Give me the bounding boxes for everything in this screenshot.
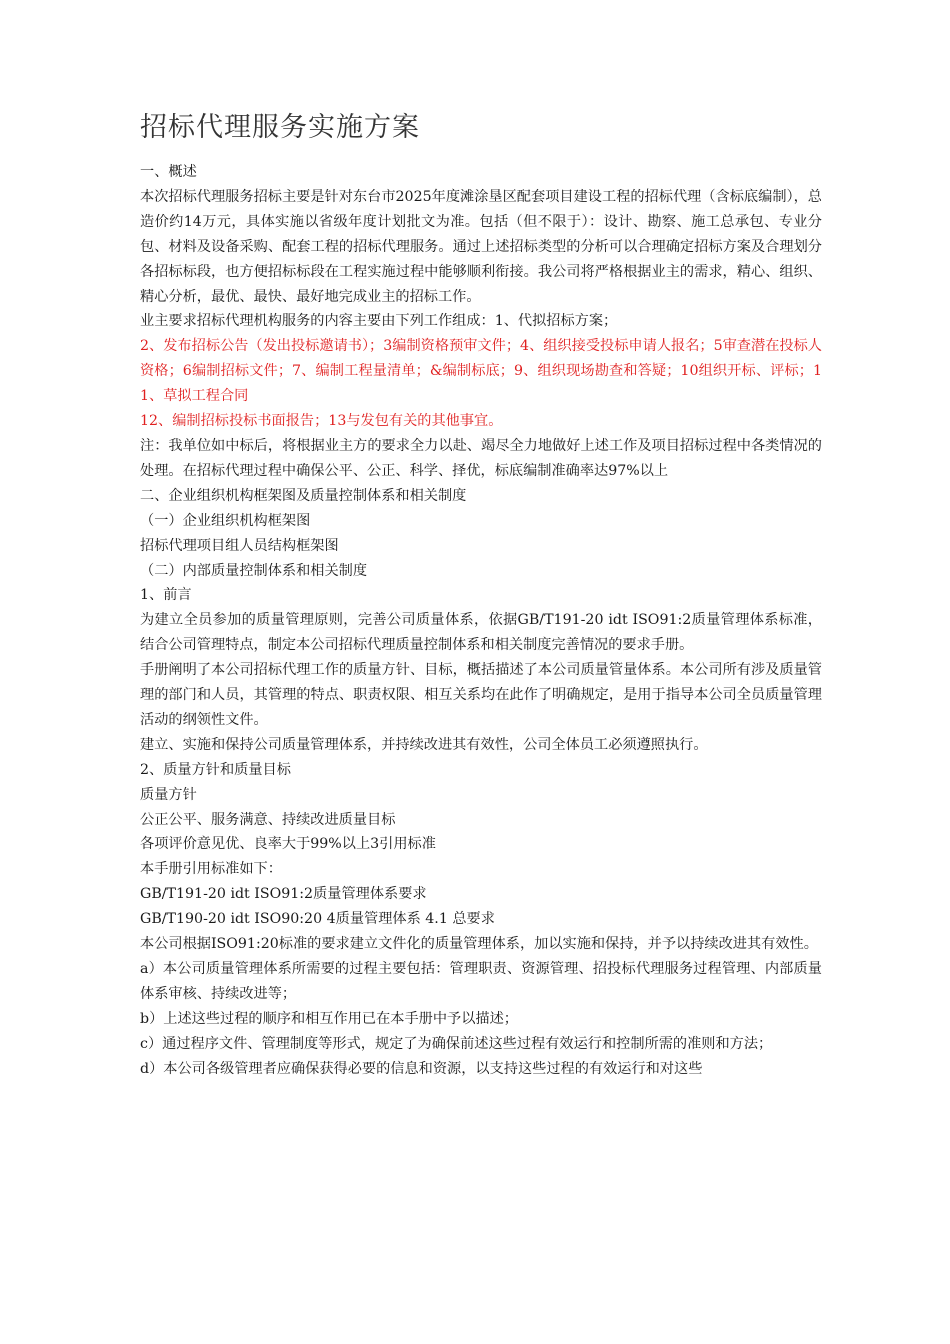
document-body	[140, 160, 822, 1082]
service-items-highlight-continued: 12、编制招标投标书面报告；13与发包有关的其他事宜。	[140, 413, 503, 430]
list-item-a: a）本公司质量管理体系所需要的过程主要包括：管理职责、资源管理、招投标代理服务过程管理、内部质量体系审核、持续改进等；	[140, 961, 822, 1002]
manual-description-paragraph: 手册阐明了本公司招标代理工作的质量方针、目标，概括描述了本公司质量管量体系。本公司所有涉及质量管理的部门和人员，其管理的特点、职责权限、相互关系均在此作了明确规定，是用于指导本公司全员质量管理活动的纲领性文件。	[140, 662, 822, 728]
document-title: 招标代理服务实施方案	[140, 112, 420, 143]
overview-paragraph: 本次招标代理服务招标主要是针对东台市2025年度滩涂垦区配套项目建设工程的招标代理（含标底编制），总造价约14万元，具体实施以省级年度计划批文为准。包括（但不限于）：设计、勘察、施工总承包、专业分包、材料及设备采购、配套工程的招标代理服务。通过上述招标类型的分析可以合理确定招标方案及合理划分各招标标段，也方便招标标段在工程实施过程中能够顺利衔接。我公司将严格根据业主的需求，精心、组织、精心分析，最优、最快、最好地完成业主的招标工作。	[140, 188, 822, 305]
qms-paragraph: 本公司根据ISO91:20标准的要求建立文件化的质量管理体系，加以实施和保持，并予以持续改进其有效性。	[140, 936, 818, 953]
section-heading-overview: 一、概述	[140, 164, 197, 180]
reference-standard-item: GB/T190-20 idt ISO90:20 4质量管理体系 4.1 总要求	[140, 911, 495, 928]
service-items-highlight: 2、发布招标公告（发出投标邀请书）；3编制资格预审文件；4、组织接受投标申请人报名；5审查潜在投标人资格；6编制招标文件；7、编制工程量清单；&编制标底；9、组织现场勘查和答疑；10组织开标、评标；11、草拟工程合同	[140, 338, 822, 405]
preface-paragraph: 为建立全员参加的质量管理原则，完善公司质量体系，依据GB/T191-20 idt ISO91:2质量管理体系标准，结合公司管理特点，制定本公司招标代理质量控制体系和相关制度完善情况的要求手册。	[140, 612, 822, 654]
section-heading-organization: 二、企业组织机构框架图及质量控制体系和相关制度	[140, 487, 467, 504]
reference-standards-intro: 本手册引用标准如下：	[140, 861, 282, 878]
quality-objective-text: 各项评价意见优、良率大于99%以上3引用标准	[140, 836, 436, 853]
heading-quality-policy: 质量方针	[140, 786, 197, 803]
list-item-c: c）通过程序文件、管理制度等形式，规定了为确保前述这些过程有效运行和控制所需的准则和方法；	[140, 1035, 773, 1052]
heading-preface: 1、前言	[140, 587, 192, 604]
list-item-b: b）上述这些过程的顺序和相互作用已在本手册中予以描述；	[140, 1010, 518, 1027]
note-paragraph: 注：我单位如中标后，将根据业主方的要求全力以赴、竭尽全力地做好上述工作及项目招标过程中各类情况的处理。在招标代理过程中确保公平、公正、科学、择优，标底编制准确率达97%以上	[140, 437, 822, 479]
document-page	[140, 100, 822, 1082]
org-chart-caption: 招标代理项目组人员结构框架图	[140, 537, 339, 554]
subsection-heading-quality-control: （二）内部质量控制体系和相关制度	[140, 562, 368, 579]
subsection-heading-org-chart: （一）企业组织机构框架图	[140, 512, 311, 529]
service-content-paragraph: 业主要求招标代理机构服务的内容主要由下列工作组成：1、代拟招标方案；	[140, 313, 618, 330]
implementation-paragraph: 建立、实施和保持公司质量管理体系，并持续改进其有效性，公司全体员工必须遵照执行。	[140, 736, 708, 753]
reference-standard-item: GB/T191-20 idt ISO91:2质量管理体系要求	[140, 886, 427, 903]
list-item-d: d）本公司各级管理者应确保获得必要的信息和资源，以支持这些过程的有效运行和对这些	[140, 1060, 703, 1077]
heading-quality-policy-objectives: 2、质量方针和质量目标	[140, 761, 291, 778]
quality-policy-text: 公正公平、服务满意、持续改进质量目标	[140, 811, 396, 828]
